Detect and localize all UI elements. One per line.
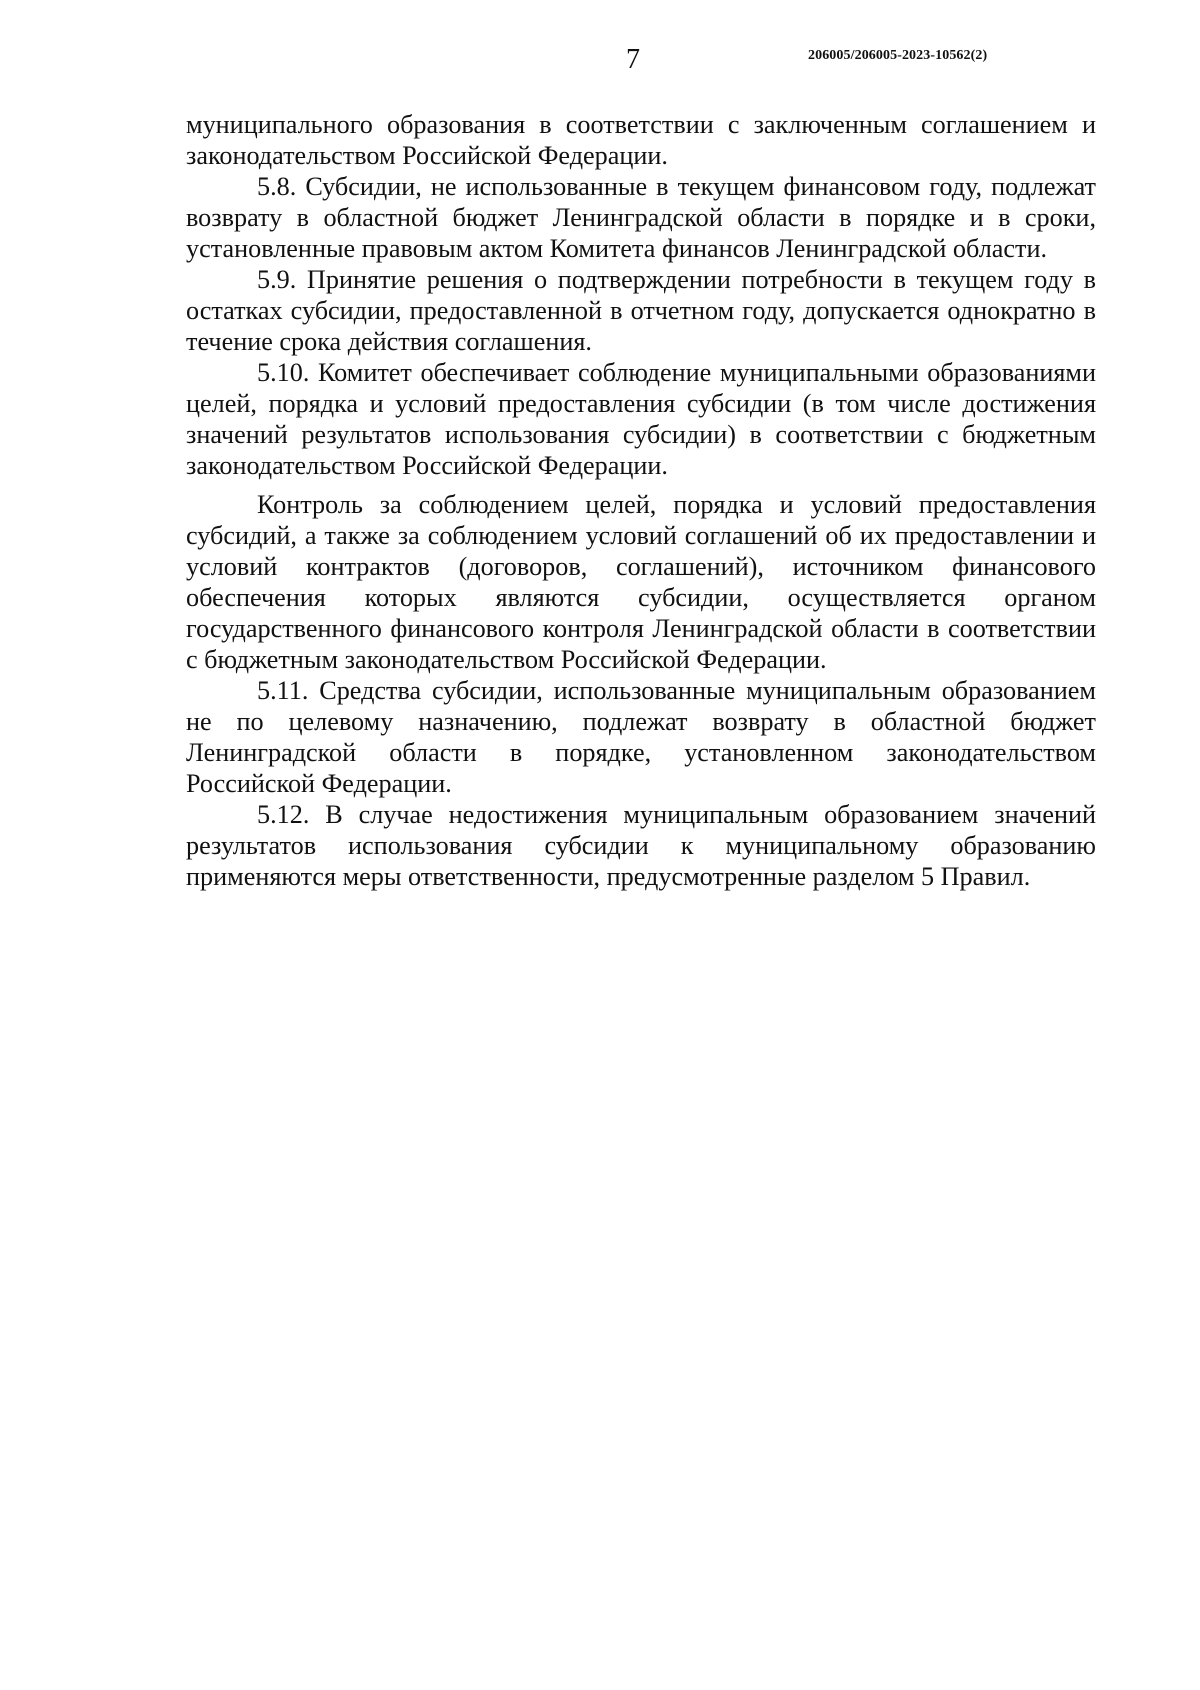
- paragraph-continuation: муниципального образования в соответствии с заключенным соглашением и законодательством Российской Федерации.: [186, 110, 1096, 170]
- paragraph-5-12: 5.12. В случае недостижения муниципальным образованием значений результатов использования субсидии к муниципальному образованию применяются меры ответственности, предусмотренные разделом 5 Правил.: [186, 800, 1096, 891]
- paragraph-5-9: 5.9. Принятие решения о подтверждении потребности в текущем году в остатках субсидии, предоставленной в отчетном году, допускается однократно в течение срока действия соглашения.: [186, 265, 1096, 356]
- document-body: [186, 109, 1096, 892]
- paragraph-control: Контроль за соблюдением целей, порядка и условий предоставления субсидий, а также за соблюдением условий соглашений об их предоставлении и условий контрактов (договоров, соглашений), источником финансового обеспечения которых являются субсидии, осуществляется органом государственного финансового контроля Ленинградской области в соответствии с бюджетным законодательством Российской Федерации.: [186, 490, 1096, 674]
- paragraph-5-8: 5.8. Субсидии, не использованные в текущем финансовом году, подлежат возврату в областной бюджет Ленинградской области в порядке и в сроки, установленные правовым актом Комитета финансов Ленинградской области.: [186, 172, 1096, 263]
- paragraph-5-11: 5.11. Средства субсидии, использованные муниципальным образованием не по целевому назначению, подлежат возврату в областной бюджет Ленинградской области в порядке, установленном законодательством Российской Федерации.: [186, 676, 1096, 798]
- document-id: 206005/206005-2023-10562(2): [808, 48, 988, 63]
- page-number: 7: [626, 44, 640, 75]
- paragraph-5-10: 5.10. Комитет обеспечивает соблюдение муниципальными образованиями целей, порядка и условий предоставления субсидии (в том числе достижения значений результатов использования субсидии) в соответствии с бюджетным законодательством Российской Федерации.: [186, 358, 1096, 480]
